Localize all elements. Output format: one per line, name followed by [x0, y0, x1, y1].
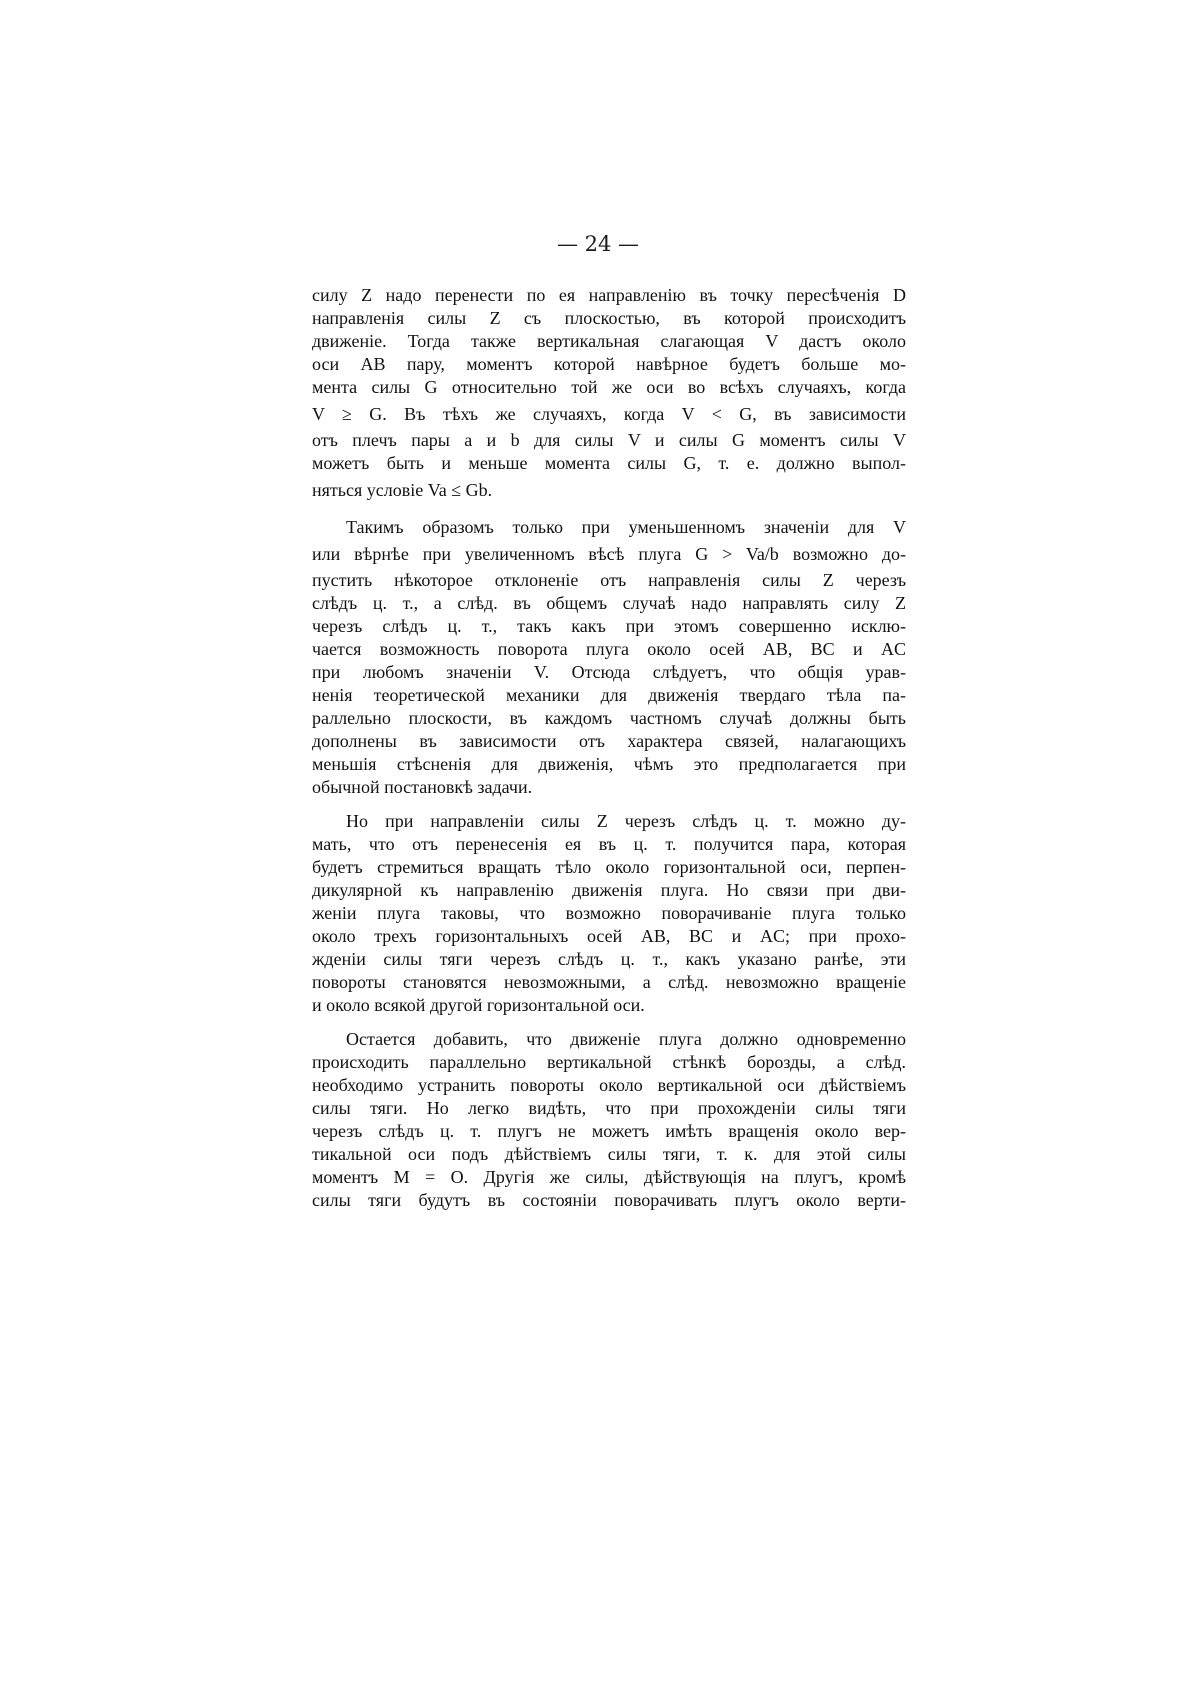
text-line: отъ плечъ пары a и b для силы V и силы G моментъ силы V — [312, 430, 906, 450]
text-line: слѣдъ ц. т., а слѣд. въ общемъ случаѣ надо направлять силу Z — [312, 593, 906, 613]
body-text — [312, 284, 906, 1212]
page-number: — 24 — — [556, 232, 640, 256]
paragraph — [312, 1028, 906, 1212]
text-line: обычной постановкѣ задачи. — [312, 777, 533, 797]
text-line: V ≥ G. Въ тѣхъ же случаяхъ, когда V < G, въ зависимости — [312, 404, 906, 424]
text-line: или вѣрнѣе при увеличенномъ вѣсѣ плуга G > Va/b возможно до- — [312, 544, 906, 564]
text-line: моментъ M = O. Другiя же силы, дѣйствующiя на плугъ, кромѣ — [312, 1167, 906, 1187]
text-line: Но при направленiи силы Z черезъ слѣдъ ц. т. можно ду- — [346, 811, 906, 831]
text-line: необходимо устранить повороты около вертикальной оси дѣйствiемъ — [312, 1075, 906, 1095]
text-line: мента силы G относительно той же оси во всѣхъ случаяхъ, когда — [312, 377, 906, 397]
paragraph — [312, 810, 906, 1017]
text-line: няться условiе Va ≤ Gb. — [312, 480, 493, 500]
paragraph — [312, 516, 906, 799]
text-line: дополнены въ зависимости отъ характера связей, налагающихъ — [312, 731, 906, 751]
text-line: Остается добавить, что движенiе плуга должно одновременно — [346, 1029, 906, 1049]
text-line: около трехъ горизонтальныхъ осей AB, BC и AC; при прохо- — [312, 926, 906, 946]
text-line: происходить параллельно вертикальной стѣнкѣ борозды, а слѣд. — [312, 1052, 906, 1072]
text-line: меньшiя стѣсненiя для движенiя, чѣмъ это предполагается при — [312, 754, 906, 774]
text-line: будетъ стремиться вращать тѣло около горизонтальной оси, перпен- — [312, 857, 906, 877]
text-line: тикальной оси подъ дѣйствiемъ силы тяги, т. к. для этой силы — [312, 1144, 906, 1164]
text-line: силы тяги. Но легко видѣть, что при прохожденiи силы тяги — [312, 1098, 906, 1118]
text-line: мать, что отъ перенесенiя ея въ ц. т. получится пара, которая — [312, 834, 906, 854]
text-line: чается возможность поворота плуга около осей AB, BC и AC — [312, 639, 906, 659]
text-line: дикулярной къ направленiю движенiя плуга. Но связи при дви- — [312, 880, 906, 900]
text-line: можетъ быть и меньше момента силы G, т. е. должно выпол- — [312, 453, 906, 473]
text-line: силы тяги будутъ въ состоянiи поворачивать плугъ около верти- — [312, 1190, 906, 1210]
text-line: женiи плуга таковы, что возможно поворачиванiе плуга только — [312, 903, 906, 923]
text-line: и около всякой другой горизонтальной оси. — [312, 995, 645, 1015]
text-line: оси AB пару, моментъ которой навѣрное будетъ больше мо- — [312, 354, 906, 374]
text-line: Такимъ образомъ только при уменьшенномъ значенiи для V — [346, 517, 906, 537]
text-line: повороты становятся невозможными, а слѣд. невозможно вращенiе — [312, 972, 906, 992]
text-line: черезъ слѣдъ ц. т., такъ какъ при этомъ совершенно исклю- — [312, 616, 906, 636]
text-line: ненiя теоретической механики для движенiя твердаго тѣла па- — [312, 685, 906, 705]
text-line: направленiя силы Z съ плоскостью, въ которой происходитъ — [312, 308, 906, 328]
text-line: силу Z надо перенести по ея направленiю въ точку пересѣченiя D — [312, 285, 906, 305]
text-line: раллельно плоскости, въ каждомъ частномъ случаѣ должны быть — [312, 708, 906, 728]
text-line: при любомъ значенiи V. Отсюда слѣдуетъ, что общiя урав- — [312, 662, 906, 682]
text-line: жденiи силы тяги черезъ слѣдъ ц. т., какъ указано ранѣе, эти — [312, 949, 906, 969]
text-line: пустить нѣкоторое отклоненiе отъ направленiя силы Z черезъ — [312, 570, 906, 590]
text-line: черезъ слѣдъ ц. т. плугъ не можетъ имѣть вращенiя около вер- — [312, 1121, 906, 1141]
text-line: движенiе. Тогда также вертикальная слагающая V дастъ около — [312, 331, 906, 351]
paragraph — [312, 284, 906, 505]
